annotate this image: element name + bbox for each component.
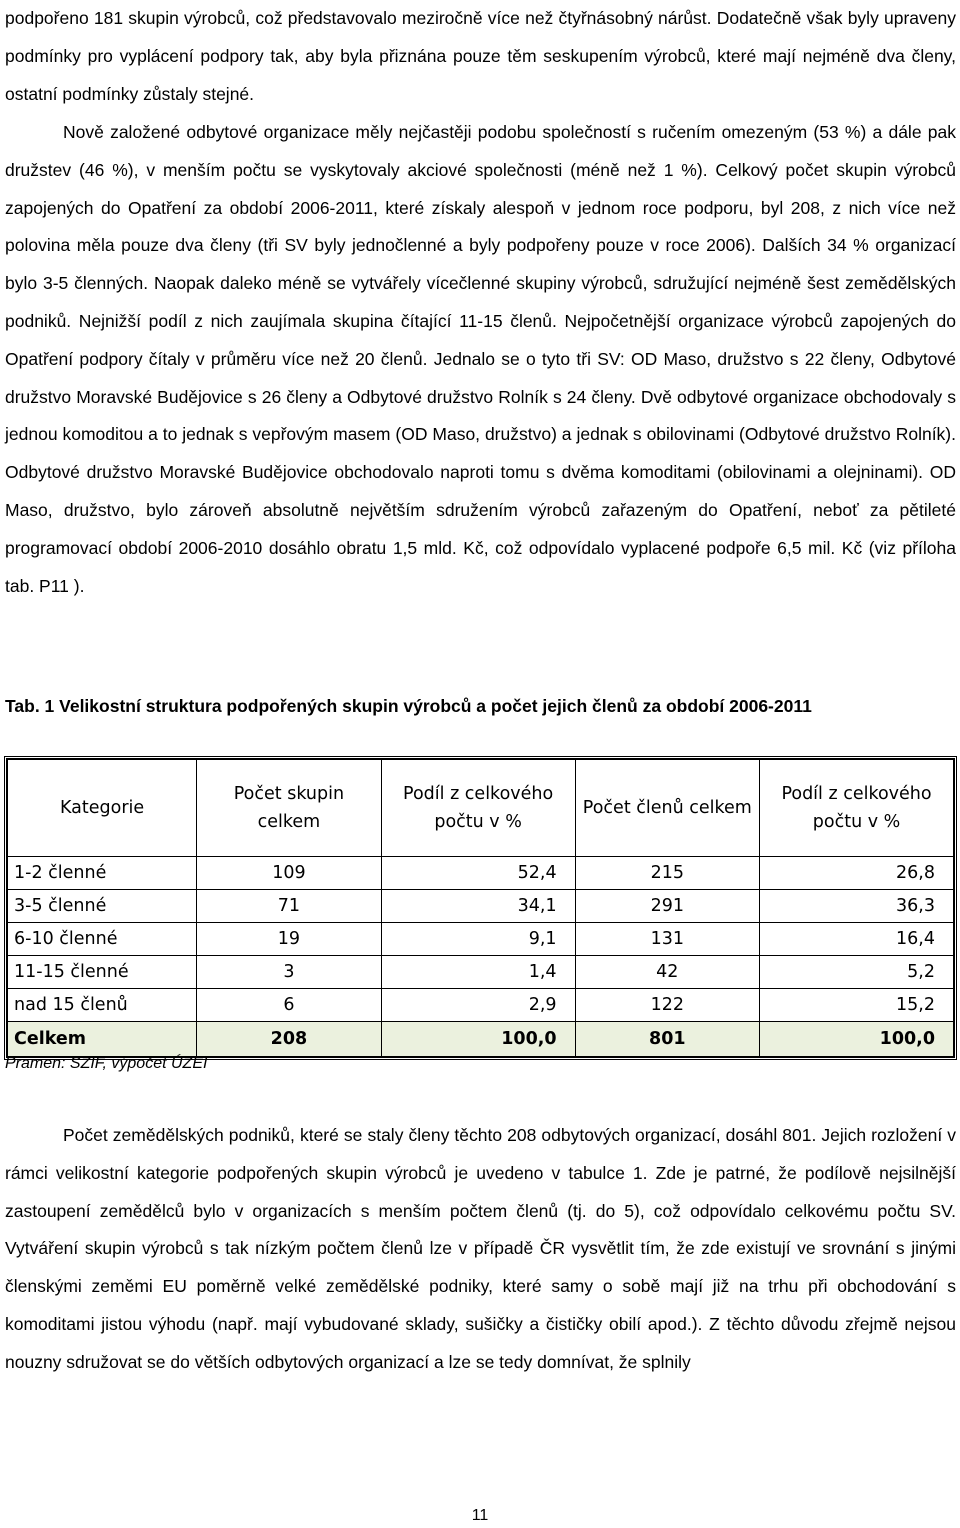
total-group-share: 100,0 xyxy=(381,1022,575,1057)
table-total-row xyxy=(8,1022,954,1057)
row-group-share: 9,1 xyxy=(381,923,575,956)
header-category: Kategorie xyxy=(8,760,197,857)
row-member-count: 131 xyxy=(575,923,759,956)
total-group-count: 208 xyxy=(197,1022,381,1057)
row-group-share: 2,9 xyxy=(381,989,575,1022)
row-member-share: 5,2 xyxy=(760,956,954,989)
table-row xyxy=(8,923,954,956)
row-member-share: 36,3 xyxy=(760,890,954,923)
header-group-share: Podíl z celkového počtu v % xyxy=(381,760,575,857)
row-group-share: 34,1 xyxy=(381,890,575,923)
row-member-count: 42 xyxy=(575,956,759,989)
row-group-count: 19 xyxy=(197,923,381,956)
row-member-count: 122 xyxy=(575,989,759,1022)
total-label: Celkem xyxy=(8,1022,197,1057)
row-member-share: 26,8 xyxy=(760,857,954,890)
row-group-count: 109 xyxy=(197,857,381,890)
header-member-count: Počet členů celkem xyxy=(575,760,759,857)
row-category: 6-10 členné xyxy=(8,923,197,956)
paragraph-intro: podpořeno 181 skupin výrobců, což představovalo meziročně více než čtyřnásobný nárůst. Dodatečně však byly upraveny podmínky pro vyplácení podpory tak, aby byla přiznána pouze těm seskupením výrobců, které mají nejméně dva členy, ostatní podmínky zůstaly stejné. xyxy=(5,8,956,104)
table-row xyxy=(8,857,954,890)
page-number: 11 xyxy=(471,1507,489,1524)
row-category: nad 15 členů xyxy=(8,989,197,1022)
total-member-share: 100,0 xyxy=(760,1022,954,1057)
row-group-count: 6 xyxy=(197,989,381,1022)
row-group-count: 71 xyxy=(197,890,381,923)
table-caption: Tab. 1 Velikostní struktura podpořených skupin výrobců a počet jejich členů za období 2006-2011 xyxy=(5,696,812,716)
header-group-count: Počet skupin celkem xyxy=(197,760,381,857)
row-category: 1-2 členné xyxy=(8,857,197,890)
table-header-row xyxy=(8,760,954,857)
table-row xyxy=(8,956,954,989)
row-group-share: 1,4 xyxy=(381,956,575,989)
size-structure-table xyxy=(7,759,954,1057)
table-frame xyxy=(4,756,957,1060)
row-member-share: 15,2 xyxy=(760,989,954,1022)
row-member-count: 291 xyxy=(575,890,759,923)
header-member-share: Podíl z celkového počtu v % xyxy=(760,760,954,857)
row-member-count: 215 xyxy=(575,857,759,890)
total-member-count: 801 xyxy=(575,1022,759,1057)
table-row xyxy=(8,989,954,1022)
table-row xyxy=(8,890,954,923)
row-member-share: 16,4 xyxy=(760,923,954,956)
paragraph-members: Počet zemědělských podniků, které se staly členy těchto 208 odbytových organizací, dosáhl 801. Jejich rozložení v rámci velikostní kategorie podpořených skupin výrobců je uvedeno v tabulce 1. Zde je patrné, že podílově nejsilnější zastoupení zemědělců bylo v organizacích s menším počtem členů (tj. do 5), což odpovídalo celkovému počtu SV. Vytváření skupin výrobců s tak nízkým počtem členů lze v případě ČR vysvětlit tím, že zde existují ve srovnání s jinými členskými zeměmi EU poměrně velké zemědělské podniky, které samy o sobě mají již na trhu při obchodování s komoditami jistou výhodu (např. mají vybudované sklady, sušičky a čističky obilí apod.). Z těchto důvodu zřejmě nejsou nouzny sdružovat se do větších odbytových organizací a lze se tedy domnívat, že splnily xyxy=(5,1125,956,1372)
row-group-share: 52,4 xyxy=(381,857,575,890)
paragraph-organizations: Nově založené odbytové organizace měly nejčastěji podobu společností s ručením omezeným (53 %) a dále pak družstev (46 %), v menším počtu se vyskytovaly akciové společnosti (méně než 1 %). Celkový počet skupin výrobců zapojených do Opatření za období 2006-2011, které získaly alespoň v jednom roce podporu, byl 208, z nich více než polovina měla pouze dva členy (tři SV byly jednočlenné a byly podpořeny pouze v roce 2006). Dalších 34 % organizací bylo 3-5 členných. Naopak daleko méně se vytvářely vícečlenné skupiny výrobců, sdružující nejméně šest zemědělských podniků. Nejnižší podíl z nich zaujímala skupina čítající 11-15 členů. Nejpočetnější organizace výrobců zapojených do Opatření podpory čítaly v průměru více než 20 členů. Jednalo se o tyto tři SV: OD Maso, družstvo s 22 členy, Odbytové družstvo Moravské Budějovice s 26 členy a Odbytové družstvo Rolník s 24 členy. Dvě odbytové organizace obchodovaly s jednou komoditou a to jednak s vepřovým masem (OD Maso, družstvo) a jednak s obilovinami (Odbytové družstvo Rolník). Odbytové družstvo Moravské Budějovice obchodovalo naproti tomu s dvěma komoditami (obilovinami a olejninami). OD Maso, družstvo, bylo zároveň absolutně největším sdružením výrobců zařazeným do Opatření, neboť za pětileté programovací období 2006-2010 dosáhlo obratu 1,5 mld. Kč, což odpovídalo vyplacené podpoře 6,5 mil. Kč (viz příloha tab. P11 ). xyxy=(5,122,956,596)
row-group-count: 3 xyxy=(197,956,381,989)
table-source: Pramen: SZIF, výpočet ÚZEI xyxy=(5,1055,208,1072)
row-category: 3-5 členné xyxy=(8,890,197,923)
row-category: 11-15 členné xyxy=(8,956,197,989)
